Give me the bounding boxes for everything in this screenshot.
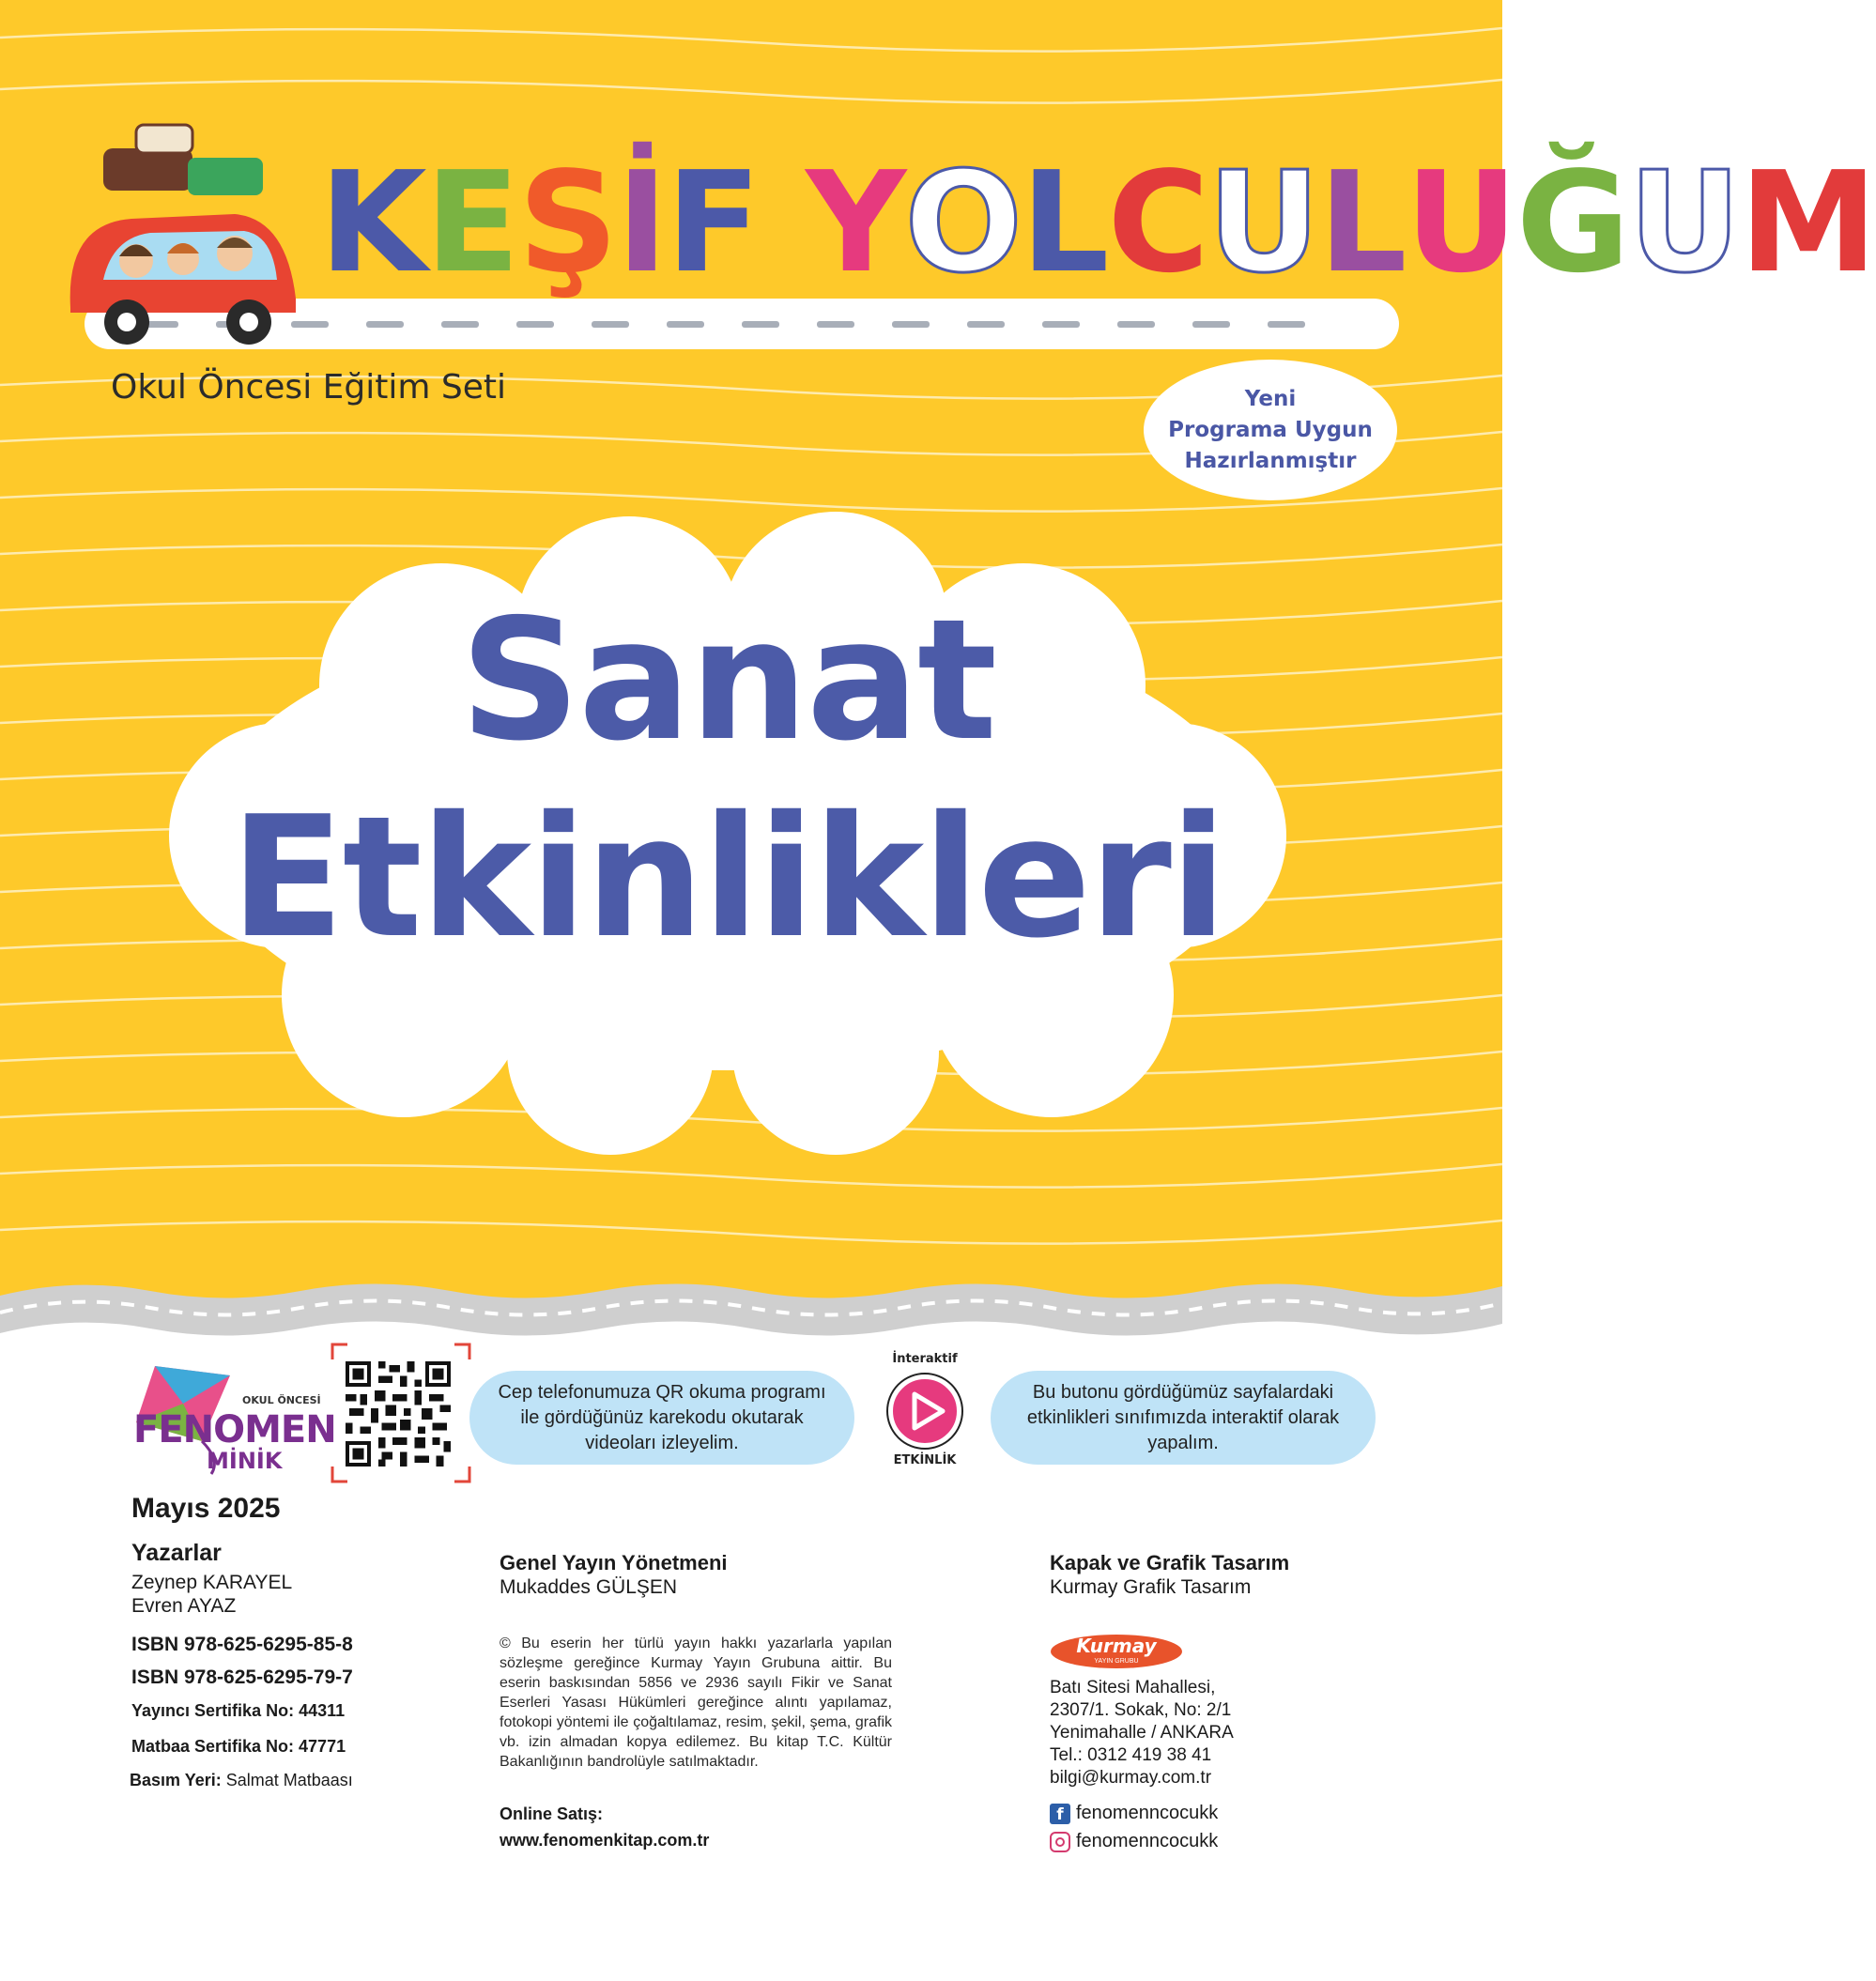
online-sales-link[interactable]: www.fenomenkitap.com.tr: [500, 1831, 710, 1850]
series-title-letter: F: [666, 142, 760, 303]
authors-list: [131, 1571, 292, 1618]
online-sales-heading: Online Satış:: [500, 1804, 604, 1823]
interactive-info-bubble: Bu butonu gördüğümüz sayfalardaki etkinlikleri sınıfımızda interaktif olarak yapalım.: [991, 1371, 1376, 1465]
facebook-icon: f: [1050, 1804, 1070, 1824]
logo-main-text: FENOMEN: [133, 1408, 336, 1451]
book-title-line: Sanat: [459, 583, 996, 777]
author-name: Evren AYAZ: [131, 1595, 237, 1617]
publication-date: Mayıs 2025: [131, 1493, 281, 1524]
cover-design-heading: Kapak ve Grafik Tasarım: [1050, 1551, 1290, 1574]
series-title-letter: U: [1405, 142, 1516, 303]
road-dashes: [141, 319, 1361, 329]
address-line: Batı Sitesi Mahallesi,: [1050, 1678, 1216, 1697]
series-title-letter: E: [424, 142, 518, 303]
publisher-certificate: Yayıncı Sertifika No: 44311: [131, 1701, 346, 1720]
author-name: Zeynep KARAYEL: [131, 1572, 293, 1593]
program-badge: [1144, 360, 1397, 500]
logo-sub-text: MİNİK: [207, 1448, 283, 1474]
authors-heading: Yazarlar: [131, 1540, 222, 1566]
publisher-address: [1050, 1677, 1234, 1789]
series-title-letter: U: [1628, 142, 1740, 303]
interactive-label-bottom: ETKİNLİK: [893, 1453, 957, 1467]
facebook-link[interactable]: [1050, 1803, 1218, 1824]
interactive-label-top: İnteraktif: [892, 1352, 958, 1366]
email[interactable]: bilgi@kurmay.com.tr: [1050, 1768, 1212, 1788]
phone: Tel.: 0312 419 38 41: [1050, 1745, 1212, 1765]
series-title-letter: L: [1318, 142, 1406, 303]
series-title-letter: İ: [616, 142, 667, 303]
general-manager-heading: Genel Yayın Yönetmeni: [500, 1551, 728, 1574]
cover-design-name: Kurmay Grafik Tasarım: [1050, 1576, 1252, 1598]
program-badge-line: Programa Uygun: [1168, 417, 1373, 442]
instagram-icon: [1050, 1832, 1070, 1852]
series-title: [319, 141, 1876, 305]
general-manager-name: Mukaddes GÜLŞEN: [500, 1576, 678, 1598]
press-certificate: Matbaa Sertifika No: 47771: [131, 1737, 346, 1756]
series-title-letter: U: [1207, 142, 1319, 303]
isbn-2: ISBN 978-625-6295-79-7: [131, 1666, 353, 1688]
copyright-notice: © Bu eserin her türlü yayın hakkı yazarlarla yapılan sözleşme gereğince Kurmay Yayın Grubuna aittir. Bu eserin baskısından 5856 ve 2936 sayılı Fikir ve Sanat Eserleri Yasası Hükümleri gereğince alıntı yapılamaz, fotokopi yöntemi ile çoğaltılamaz, resim, şekil, şema, grafik vb. izin almadan kopya edilemez. Bu kitap T.C. Kültür Bakanlığının bandrolüyle satılmaktadır.: [500, 1635, 892, 1770]
series-title-letter: Ş: [517, 142, 617, 303]
address-line: 2307/1. Sokak, No: 2/1: [1050, 1700, 1232, 1720]
series-title-letter: Ğ: [1515, 142, 1629, 303]
series-title-letter: L: [1021, 142, 1108, 303]
book-title: [160, 582, 1296, 976]
isbn-1: ISBN 978-625-6295-85-8: [131, 1634, 353, 1655]
series-title-letter: C: [1107, 142, 1208, 303]
print-place: [130, 1771, 353, 1790]
series-title-letter: K: [319, 142, 425, 303]
instagram-handle: fenomenncocukk: [1076, 1831, 1219, 1851]
address-line: Yenimahalle / ANKARA: [1050, 1723, 1234, 1743]
facebook-handle: fenomenncocukk: [1076, 1803, 1219, 1823]
series-title-letter: Y: [806, 142, 905, 303]
instagram-link[interactable]: [1050, 1831, 1218, 1852]
series-title-letter: [760, 141, 807, 305]
series-title-letter: M: [1739, 142, 1876, 303]
series-title-letter: O: [904, 142, 1022, 303]
kurmay-logo-subtext: YAYIN GRUBU: [1094, 1658, 1139, 1665]
book-title-line: Etkinlikleri: [230, 780, 1225, 975]
program-badge-line: Yeni: [1244, 386, 1297, 411]
logo-small-text: OKUL ÖNCESİ: [242, 1394, 321, 1406]
program-badge-line: Hazırlanmıştır: [1184, 448, 1357, 473]
kurmay-logo-text: Kurmay: [1076, 1635, 1157, 1657]
print-place-value: Salmat Matbaası: [221, 1771, 353, 1789]
qr-code[interactable]: [346, 1361, 451, 1467]
qr-info-bubble: Cep telefonumuza QR okuma programı ile gördüğünüz karekodu okutarak videoları izleyelim.: [469, 1371, 854, 1465]
series-subtitle: Okul Öncesi Eğitim Seti: [111, 368, 506, 407]
print-place-label: Basım Yeri:: [130, 1771, 222, 1789]
car-illustration: [47, 111, 319, 346]
